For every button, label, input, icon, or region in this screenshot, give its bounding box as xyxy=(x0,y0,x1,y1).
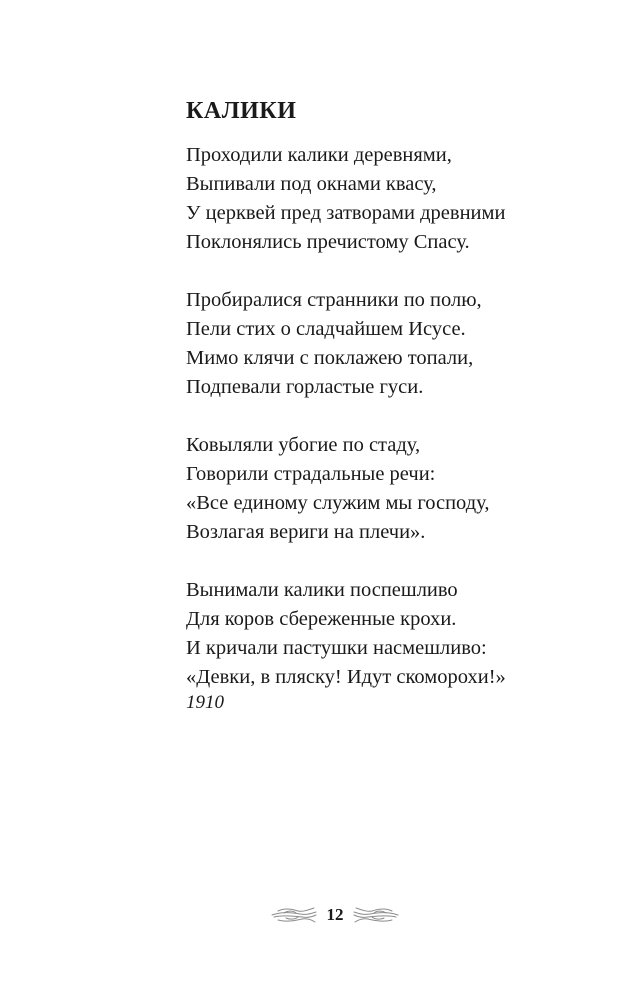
flourish-ornament-icon xyxy=(352,903,400,927)
page-number: 12 xyxy=(326,905,344,924)
poem-line: «Все единому служим мы господу, xyxy=(186,492,490,514)
poem-body xyxy=(186,141,606,721)
stanza-4 xyxy=(186,576,606,692)
poem-title: КАЛИКИ xyxy=(186,98,297,124)
poem-line: Говорили страдальные речи: xyxy=(186,463,436,485)
stanza-1 xyxy=(186,141,606,257)
poem-line: И кричали пастушки насмешливо: xyxy=(186,637,487,659)
poem-line: Подпевали горластые гуси. xyxy=(186,376,424,398)
stanza-3 xyxy=(186,431,606,547)
poem-line: Пробиралися странники по полю, xyxy=(186,289,482,311)
poem-line: Вынимали калики поспешливо xyxy=(186,579,458,601)
poem-line: «Девки, в пляску! Идут скоморохи!» xyxy=(186,666,506,688)
poem-line: Для коров сбереженные крохи. xyxy=(186,608,457,630)
poem-date: 1910 xyxy=(186,692,224,713)
poem-line: Проходили калики деревнями, xyxy=(186,144,452,166)
stanza-2 xyxy=(186,286,606,402)
poem-line: Пели стих о сладчайшем Исусе. xyxy=(186,318,466,340)
page-footer xyxy=(270,898,400,932)
poem-line: Поклонялись пречистому Спасу. xyxy=(186,231,470,253)
poem-line: Ковыляли убогие по стаду, xyxy=(186,434,421,456)
poem-line: У церквей пред затворами древними xyxy=(186,202,506,224)
poem-line: Выпивали под окнами квасу, xyxy=(186,173,437,195)
poem-line: Возлагая вериги на плечи». xyxy=(186,521,426,543)
poem-line: Мимо клячи с поклажею топали, xyxy=(186,347,474,369)
